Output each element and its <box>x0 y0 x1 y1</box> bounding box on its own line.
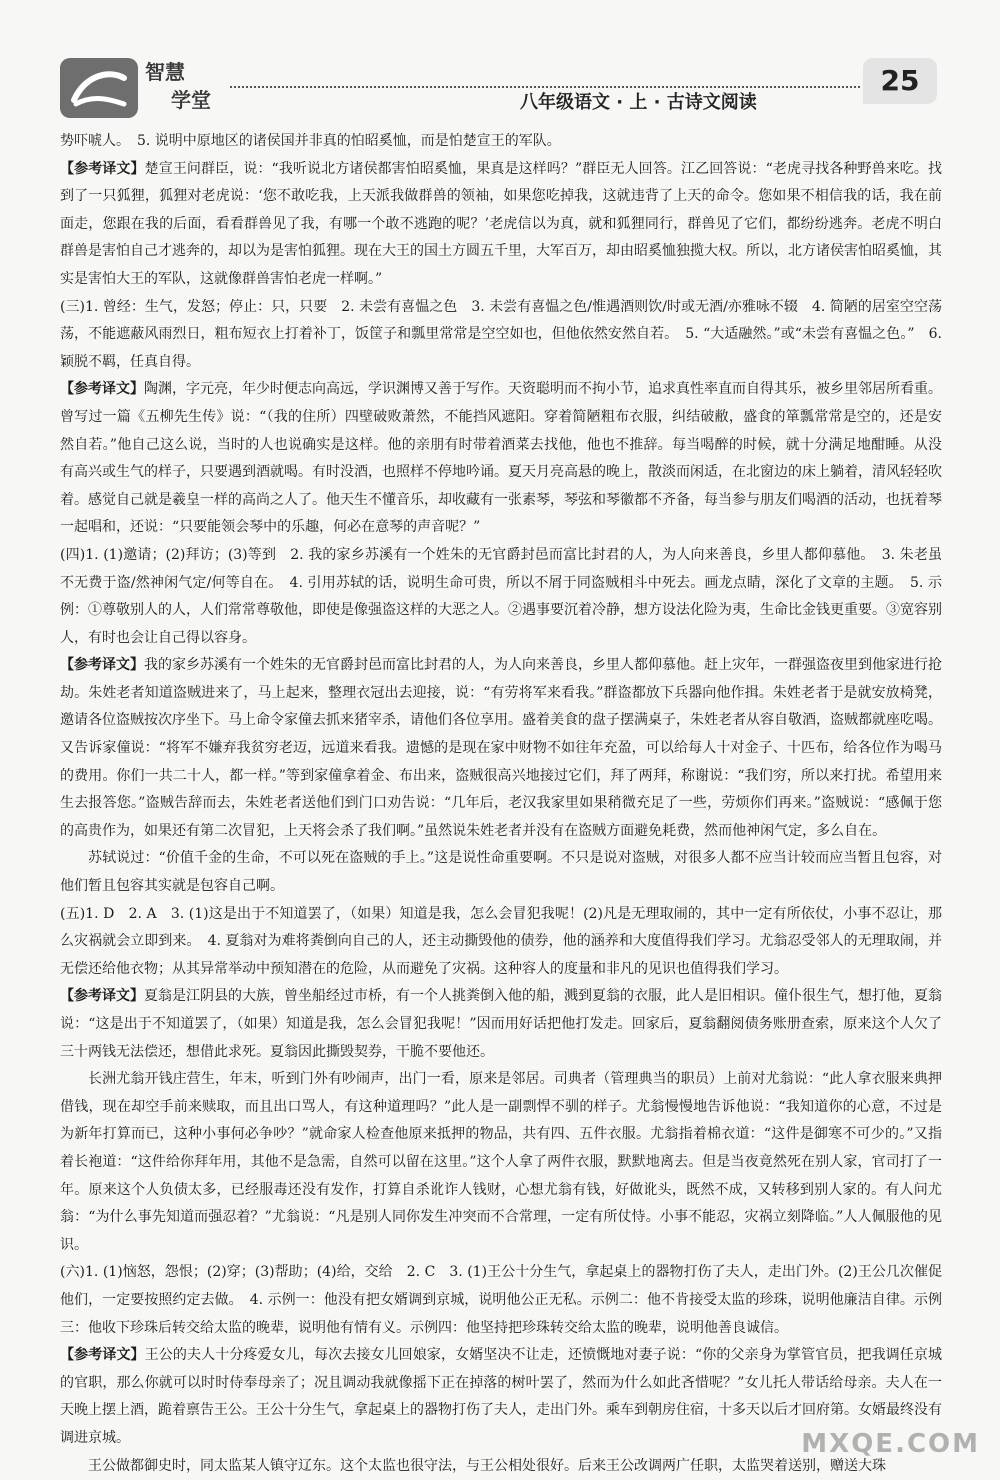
logo-text <box>145 58 225 118</box>
paragraph-text: (六)1. (1)恼怒，怨恨；(2)穿；(3)帮助；(4)给，交给 2. C 3. (1)王公十分生气，拿起桌上的器物打伤了夫人，走出门外。(2)王公几次催促他们，一定要按照约定去做。 4. 示例一：他没有把女婿调到京城，说明他公正无私。示例二：他不肯接受太监的珍珠，说明他廉洁自律。示例三：他收下珍珠后转交给太监的晚辈，说明他有情有义。示例四：他坚持把珍珠转交给太监的晚辈，说明他善良诚信。 <box>60 1264 942 1335</box>
answer-paragraph <box>60 542 942 652</box>
paragraph-text: 势吓唬人。 5. 说明中原地区的诸侯国并非真的怕昭奚恤，而是怕楚宣王的军队。 <box>60 133 568 149</box>
answer-paragraph <box>60 128 942 156</box>
paragraph-text: (五)1. D 2. A 3. (1)这是出于不知道罢了，（如果）知道是我，怎么会冒犯我呢！(2)凡是无理取闹的，其中一定有所依仗，小事不忍让，那么灾祸就会立即到来。 4. 夏翁对为难将粪倒向自己的人，还主动撕毁他的债券，他的涵养和大度值得我们学习。尤翁忍受邻人的无理取闹，并无偿还给他衣物；从其异常举动中预知潜在的危险，从而避免了灾祸。这种容人的度量和非凡的见识也值得我们学习。 <box>60 906 942 977</box>
answer-paragraph <box>60 156 942 294</box>
reference-translation-label: 【参考译文】 <box>60 1347 145 1363</box>
logo-text-line-2: 学堂 <box>171 86 225 114</box>
logo <box>60 58 138 118</box>
paragraph-text: (四)1. (1)邀请；(2)拜访；(3)等到 2. 我的家乡苏溪有一个姓朱的无官爵封邑而富比封君的人，为人向来善良，乡里人都仰慕他。 3. 朱老虽不无费于盗/然神闲气定/何等自在。 4. 引用苏轼的话，说明生命可贵，所以不屑于同盗贼相斗中死去。画龙点睛，深化了文章的主题。 5. 示例：①尊敬别人的人，人们常常尊敬他，即使是像强盗这样的大恶之人。②遇事要沉着冷静，想方设法化险为夷，生命比金钱更重要。③宽容别人，有时也会让自己得以容身。 <box>60 547 942 646</box>
page-header <box>0 0 1000 118</box>
logo-emblem-icon <box>66 64 132 112</box>
paragraph-text: 王公做都御史时，同太监某人镇守辽东。这个太监也很守法，与王公相处很好。后来王公改调两广任职，太监哭着送别，赠送大珠 <box>88 1458 886 1474</box>
paragraph-text: 夏翁是江阴县的大族，曾坐船经过市桥，有一个人挑粪倒入他的船，溅到夏翁的衣服，此人是旧相识。僮仆很生气，想打他，夏翁说：“这是出于不知道罢了，（如果）知道是我，怎么会冒犯我呢！”因而用好话把他打发走。回家后，夏翁翻阅债务账册查索，原来这个人欠了三十两钱无法偿还，想借此求死。夏翁因此撕毁契券，干脆不要他还。 <box>60 988 942 1059</box>
paragraph-text: 王公的夫人十分疼爱女儿，每次去接女儿回娘家，女婿坚决不让走，还愤慨地对妻子说：“你的父亲身为掌管官员，把我调任京城的官职，那么你就可以时时侍奉母亲了；况且调动我就像摇下正在掉落的树叶罢了，然而为什么如此吝惜呢？”女儿托人带话给母亲。夫人在一天晚上摆上酒，跪着禀告王公。王公十分生气，拿起桌上的器物打伤了夫人，走出门外。乘车到朝房住宿，十多天以后才回府第。女婿最终没有调进京城。 <box>60 1347 942 1446</box>
paragraph-text: (三)1. 曾经：生气，发怒；停止：只，只要 2. 未尝有喜愠之色 3. 未尝有喜愠之色/惟遇酒则饮/时或无酒/亦雅咏不辍 4. 简陋的居室空空荡荡，不能遮蔽风雨烈日，粗布短衣上打着补丁，饭筐子和瓢里常常是空空如也，但他依然安然自若。 5. “大适融然。”或“未尝有喜愠之色。” 6. 颖脱不羁，任真自得。 <box>60 299 942 370</box>
answer-paragraph <box>60 901 942 984</box>
paragraph-text: 苏轼说过：“价值千金的生命，不可以死在盗贼的手上。”这是说性命重要啊。不只是说对盗贼，对很多人都不应当计较而应当暂且包容，对他们暂且包容其实就是包容自己啊。 <box>60 850 942 894</box>
paragraph-text: 我的家乡苏溪有一个姓朱的无官爵封邑而富比封君的人，为人向来善良，乡里人都仰慕他。赶上灾年，一群强盗夜里到他家进行抢劫。朱姓老者知道盗贼进来了，马上起来，整理衣冠出去迎接，说：“有劳将军来看我。”群盗都放下兵器向他作揖。朱姓老者于是就安放椅凳，邀请各位盗贼按次序坐下。马上命令家僮去抓来猪宰杀，请他们各位享用。盛着美食的盘子摆满桌子，朱姓老者从容自敬酒，盗贼都就座吃喝。又告诉家僮说：“将军不嫌弃我贫穷老迈，远道来看我。遗憾的是现在家中财物不如往年充盈，可以给每人十对金子、十匹布，给各位作为喝马的费用。你们一共二十人，都一样。”等到家僮拿着金、布出来，盗贼很高兴地接过它们，拜了两拜，称谢说：“我们穷，所以来打扰。希望用来生去报答您。”盗贼告辞而去，朱姓老者送他们到门口劝告说：“几年后，老汉我家里如果稍微充足了一些，劳烦你们再来。”盗贼说：“感佩于您的高贵作为，如果还有第二次冒犯，上天将会杀了我们啊。”虽然说朱姓老者并没有在盗贼方面避免耗费，然而他神闲气定，多么自在。 <box>60 657 942 839</box>
reference-translation-label: 【参考译文】 <box>60 988 144 1004</box>
page-number-badge: 25 <box>863 58 937 104</box>
answer-paragraph <box>60 983 942 1066</box>
watermark: MXQE.COM <box>801 1429 980 1459</box>
reference-translation-label: 【参考译文】 <box>60 381 144 397</box>
answer-paragraph <box>60 1066 942 1259</box>
answer-content <box>60 128 942 1480</box>
answer-paragraph <box>60 652 942 845</box>
answer-paragraph <box>60 376 942 542</box>
paragraph-text: 楚宣王问群臣，说：“我听说北方诸侯都害怕昭奚恤，果真是这样吗？”群臣无人回答。江乙回答说：“老虎寻找各种野兽来吃。找到了一只狐狸，狐狸对老虎说：‘您不敢吃我，上天派我做群兽的领袖，如果您吃掉我，这就违背了上天的命令。您如果不相信我的话，我在前面走，您跟在我的后面，看看群兽见了我，有哪一个敢不逃跑的呢？’老虎信以为真，就和狐狸同行，群兽见了它们，都纷纷逃奔。老虎不明白群兽是害怕自己才逃奔的，却以为是害怕狐狸。现在大王的国土方圆五千里，大军百万，却由昭奚恤独揽大权。所以，北方诸侯害怕昭奚恤，其实是害怕大王的军队，这就像群兽害怕老虎一样啊。” <box>60 161 942 287</box>
header-title: 八年级语文 · 上 · 古诗文阅读 <box>520 88 757 114</box>
paragraph-text: 长洲尤翁开钱庄营生，年末，听到门外有吵闹声，出门一看，原来是邻居。司典者（管理典当的职员）上前对尤翁说：“此人拿衣服来典押借钱，现在却空手前来赎取，而且出口骂人，有这种道理吗？”此人是一副剽悍不驯的样子。尤翁慢慢地告诉他说：“我知道你的心意，不过是为新年打算而已，这种小事何必争吵？”就命家人检查他原来抵押的物品，共有四、五件衣服。尤翁指着棉衣道：“这件是御寒不可少的。”又指着长袍道：“这件给你拜年用，其他不是急需，自然可以留在这里。”这个人拿了两件衣服，默默地离去。但是当夜竟然死在别人家，官司打了一年。原来这个人负债太多，已经服毒还没有发作，打算自杀讹诈人钱财，心想尤翁有钱，好做讹头，既然不成，又转移到别人家的。有人问尤翁：“为什么事先知道而强忍着？”尤翁说：“凡是别人同你发生冲突而不合常理，一定有所仗恃。小事不能忍，灾祸立刻降临。”人人佩服他的见识。 <box>60 1071 942 1253</box>
answer-paragraph <box>60 1259 942 1342</box>
paragraph-text: 陶渊，字元亮，年少时便志向高远，学识渊博又善于写作。天资聪明而不拘小节，追求真性率直而自得其乐，被乡里邻居所看重。曾写过一篇《五柳先生传》说：“（我的住所）四壁破败萧然，不能挡风遮阳。穿着简陋粗布衣服，纠结破敝，盛食的箪瓢常常是空的，还是安然自若。”他自己这么说，当时的人也说确实是这样。他的亲朋有时带着酒菜去找他，他也不推辞。每当喝醉的时候，就十分满足地酣睡。从没有高兴或生气的样子，只要遇到酒就喝。有时没酒，也照样不停地吟诵。夏天月亮高悬的晚上，散淡而闲适，在北窗边的床上躺着，清风轻轻吹着。感觉自己就是羲皇一样的高尚之人了。他天生不懂音乐，却收藏有一张素琴，琴弦和琴徽都不齐备，每当参与朋友们喝酒的活动，也抚着琴一起唱和，还说：“只要能领会琴中的乐趣，何必在意琴的声音呢？” <box>60 381 942 535</box>
logo-text-line-1: 智慧 <box>145 58 225 86</box>
answer-paragraph <box>60 845 942 900</box>
reference-translation-label: 【参考译文】 <box>60 657 144 673</box>
reference-translation-label: 【参考译文】 <box>60 161 145 177</box>
answer-paragraph <box>60 294 942 377</box>
